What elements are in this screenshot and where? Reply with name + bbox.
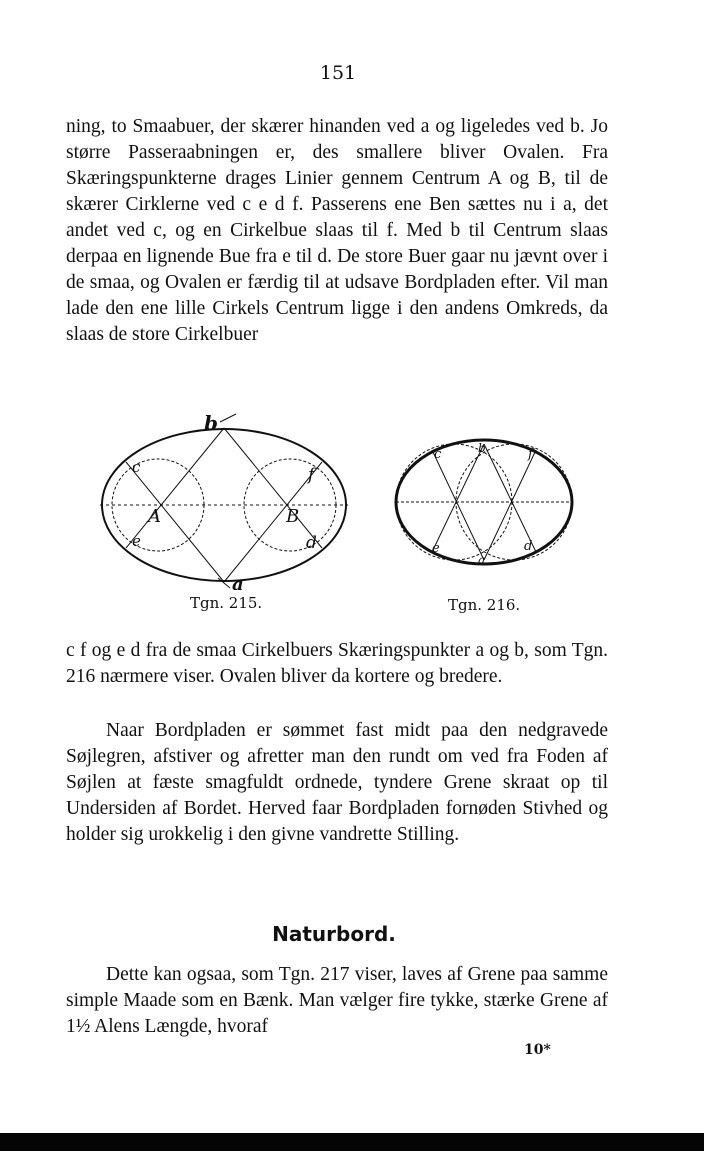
label-a: a: [232, 574, 244, 590]
body-paragraph-2: c f og e d fra de smaa Cirkelbuers Skæringspunkter a og b, som Tgn. 216 nærmere viser. Ovalen bliver da kortere og bredere.: [66, 640, 608, 687]
label-d: d: [306, 533, 317, 553]
label-e: e: [132, 532, 141, 550]
signature-mark: 10*: [524, 1042, 551, 1058]
figure-215: [96, 410, 356, 590]
label-B: B: [286, 506, 300, 527]
label-e: e: [432, 541, 440, 556]
label-f: f: [528, 447, 533, 462]
label-b: b: [478, 441, 486, 455]
figure-216-drawing: [392, 432, 578, 572]
body-paragraph-4: Dette kan ogsaa, som Tgn. 217 viser, laves af Grene paa samme simple Maade som en Bænk. Man vælger fire tykke, stærke Grene af 1½ Alens Længde, hvoraf: [66, 964, 608, 1037]
page-number: 151: [319, 62, 357, 84]
figure-215-caption: Tgn. 215.: [190, 594, 263, 612]
figure-216-caption: Tgn. 216.: [448, 596, 521, 614]
label-b: b: [204, 411, 218, 435]
section-title: Naturbord.: [272, 922, 396, 946]
label-c: c: [132, 458, 141, 476]
label-f: f: [308, 465, 315, 485]
label-A: A: [148, 506, 161, 527]
figure-215-drawing: [96, 410, 356, 590]
label-c: c: [434, 447, 442, 462]
label-a: a: [478, 553, 486, 567]
figure-216: [392, 432, 578, 572]
scan-bottom-edge: [0, 1133, 704, 1151]
body-paragraph-1: ning, to Smaabuer, der skærer hinanden ved a og ligeledes ved b. Jo større Passeraabningen er, des smallere bliver Ovalen. Fra Skæringspunkterne drages Linier gennem Centrum A og B, til de skærer Cirklerne ved c e d f. Passerens ene Ben sættes nu i a, det andet ved c, og en Cirkelbue slaas til f. Med b til Centrum slaas derpaa en lignende Bue fra e til d. De store Buer gaar nu jævnt over i de smaa, og Ovalen er færdig til at udsave Bordpladen efter. Vil man lade den ene lille Cirkels Centrum ligge i den andens Omkreds, da slaas de store Cirkelbuer: [66, 116, 608, 345]
label-d: d: [524, 539, 533, 554]
body-paragraph-3: Naar Bordpladen er sømmet fast midt paa den nedgravede Søjlegren, afstiver og afretter man den rundt om ved fra Foden af Søjlen at fæste smagfuldt ordnede, tyndere Grene skraat op til Undersiden af Bordet. Herved faar Bordpladen fornøden Stivhed og holder sig urokkelig i den givne vandrette Stilling.: [66, 720, 608, 845]
